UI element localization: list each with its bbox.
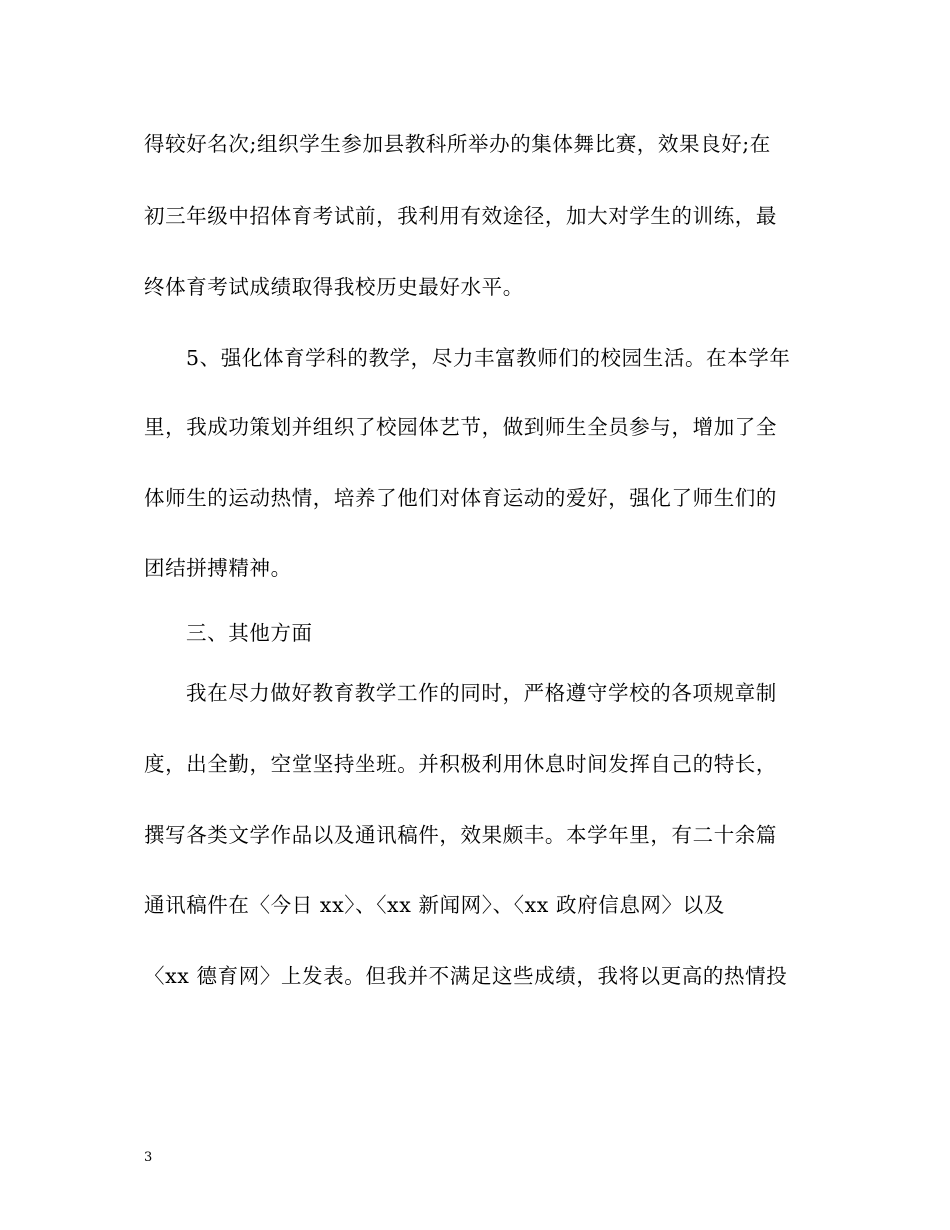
text-line: 〈xx 德育网〉上发表。但我并不满足这些成绩，我将以更高的热情投 — [144, 964, 788, 988]
text-line: 度，出全勤，空堂坚持坐班。并积极利用休息时间发挥自己的特长， — [144, 752, 777, 776]
text-line: 初三年级中招体育考试前，我利用有效途径，加大对学生的训练，最 — [144, 204, 777, 228]
text-line: 得较好名次;组织学生参加县教科所举办的集体舞比赛，效果良好;在 — [144, 132, 771, 156]
paragraph-start-line: 5、强化体育学科的教学，尽力丰富教师们的校园生活。在本学年 — [186, 346, 791, 370]
text-line: 团结拼搏精神。 — [144, 556, 292, 580]
text-line: 撰写各类文学作品以及通讯稿件，效果颇丰。本学年里，有二十余篇 — [144, 823, 777, 847]
section-heading: 三、其他方面 — [186, 621, 313, 645]
paragraph-start-line: 我在尽力做好教育教学工作的同时，严格遵守学校的各项规章制 — [186, 681, 777, 705]
text-line: 体师生的运动热情，培养了他们对体育运动的爱好，强化了师生们的 — [144, 486, 777, 510]
text-line: 通讯稿件在〈今日 xx〉、〈xx 新闻网〉、〈xx 政府信息网〉以及 — [144, 893, 725, 917]
text-line: 里，我成功策划并组织了校园体艺节，做到师生全员参与，增加了全 — [144, 415, 777, 439]
text-line: 终体育考试成绩取得我校历史最好水平。 — [144, 275, 524, 299]
page-number: 3 — [144, 1150, 153, 1165]
